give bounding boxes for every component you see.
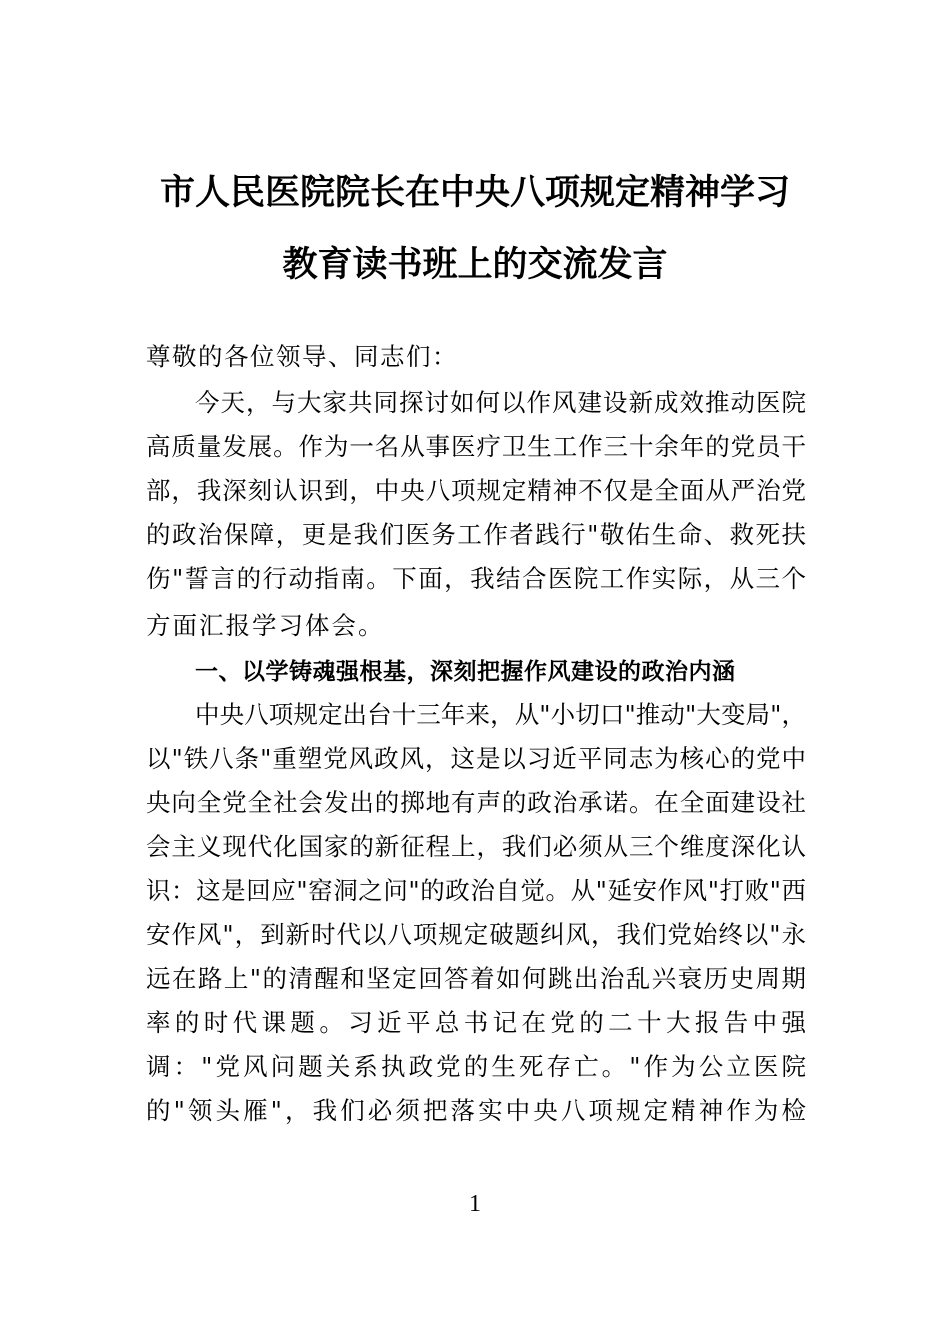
paragraph-line: 识：这是回应"窑洞之问"的政治自觉。从"延安作风"打败"西 xyxy=(146,876,806,905)
paragraph-line: 今天，与大家共同探讨如何以作风建设新成效推动医院 xyxy=(195,388,806,417)
section-heading: 一、以学铸魂强根基，深刻把握作风建设的政治内涵 xyxy=(195,659,736,685)
paragraph-line: 的政治保障，更是我们医务工作者践行"敬佑生命、救死扶 xyxy=(146,520,806,549)
paragraph-line: 远在路上"的清醒和坚定回答着如何跳出治乱兴衰历史周期 xyxy=(146,964,806,993)
salutation: 尊敬的各位领导、同志们： xyxy=(146,342,458,371)
paragraph-line: 安作风"，到新时代以八项规定破题纠风，我们党始终以"永 xyxy=(146,920,806,949)
paragraph-line: 以"铁八条"重塑党风政风，这是以习近平同志为核心的党中 xyxy=(146,744,806,773)
page-number: 1 xyxy=(469,1191,481,1217)
paragraph-line: 调："党风问题关系执政党的生死存亡。"作为公立医院 xyxy=(146,1052,806,1081)
paragraph-line: 央向全党全社会发出的掷地有声的政治承诺。在全面建设社 xyxy=(146,788,806,817)
document-title-line-2: 教育读书班上的交流发言 xyxy=(282,245,668,285)
paragraph-line: 伤"誓言的行动指南。下面，我结合医院工作实际，从三个 xyxy=(146,564,806,593)
paragraph-line: 方面汇报学习体会。 xyxy=(146,611,385,640)
paragraph-line: 部，我深刻认识到，中央八项规定精神不仅是全面从严治党 xyxy=(146,476,806,505)
paragraph-line: 的"领头雁"，我们必须把落实中央八项规定精神作为检 xyxy=(146,1096,806,1125)
paragraph-line: 会主义现代化国家的新征程上，我们必须从三个维度深化认 xyxy=(146,832,806,861)
document-title-line-1: 市人民医院院长在中央八项规定精神学习 xyxy=(159,173,790,213)
paragraph-line: 高质量发展。作为一名从事医疗卫生工作三十余年的党员干 xyxy=(146,432,806,461)
paragraph-line: 中央八项规定出台十三年来，从"小切口"推动"大变局"， xyxy=(195,700,806,729)
paragraph-line: 率的时代课题。习近平总书记在党的二十大报告中强 xyxy=(146,1008,806,1037)
